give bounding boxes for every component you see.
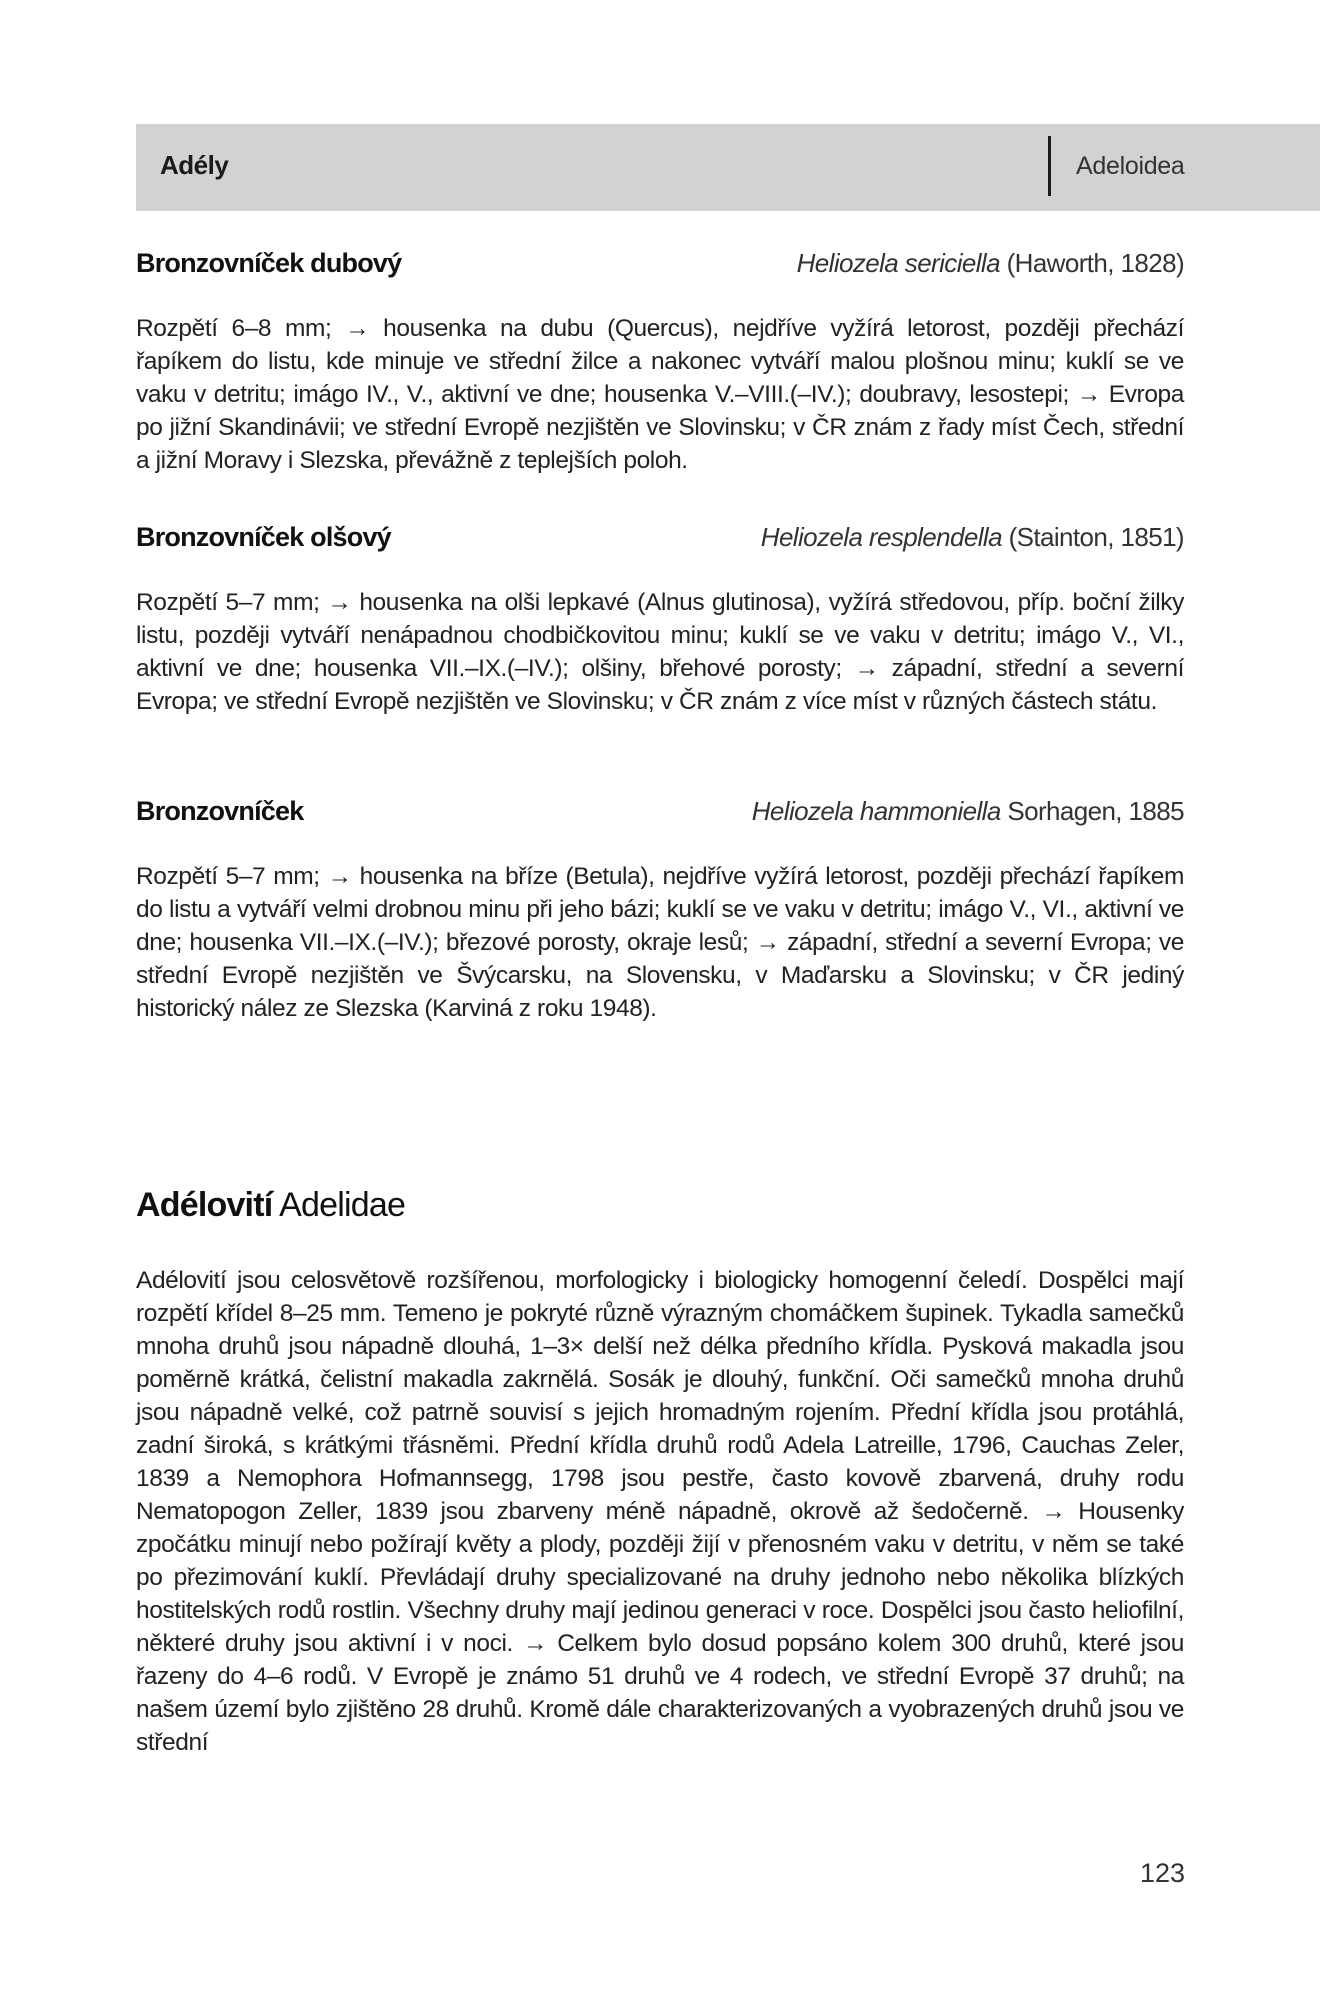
section-title-czech: Adélovití [136,1186,273,1224]
family-section [136,1186,1184,1759]
species-entry [136,248,1184,477]
species-scientific-name [761,522,1184,553]
header-divider [1048,136,1051,196]
running-header-right-title: Adeloidea [1076,152,1185,180]
species-description: Rozpětí 5–7 mm; → housenka na bříze (Betula), nejdříve vyžírá letorost, později přechází řapíkem do listu a vytváří velmi drobnou minu při jeho bázi; kuklí se ve vaku v detritu; imágo V., VI., aktivní ve dne; housenka VII.–IX.(–IV.); březové porosty, okraje lesů; → západní, střední a severní Evropa; ve střední Evropě nezjištěn ve Švýcarsku, na Slovensku, v Maďarsku a Slovinsku; v ČR jediný historický nález ze Slezska (Karviná z roku 1948). [136,863,1184,1022]
species-description: Rozpětí 5–7 mm; → housenka na olši lepkavé (Alnus glutinosa), vyžírá středovou, příp. boční žilky listu, později vytváří nenápadnou chodbičkovitou minu; kuklí se ve vaku v detritu; imágo V., VI., aktivní ve dne; housenka VII.–IX.(–IV.); olšiny, břehové porosty; → západní, střední a severní Evropa; ve střední Evropě nezjištěn ve Slovinsku; v ČR znám z více míst v různých částech státu. [136,589,1184,715]
species-entry-heading [136,796,1184,836]
section-description: Adélovití jsou celosvětově rozšířenou, morfologicky i biologicky homogenní čeledí. Dospělci mají rozpětí křídel 8–25 mm. Temeno je pokryté různě výrazným chomáčkem šupinek. Tykadla samečků mnoha druhů jsou nápadně dlouhá, 1–3× delší než délka předního křídla. Pysková makadla jsou poměrně krátká, čelistní makadla zakrnělá. Sosák je dlouhý, funkční. Oči samečků mnoha druhů jsou nápadně velké, což patrně souvisí s jejich hromadným rojením. Přední křídla jsou protáhlá, zadní široká, s krátkými třásněmi. Přední křídla druhů rodů Adela Latreille, 1796, Cauchas Zeler, 1839 a Nemophora Hofmannsegg, 1798 jsou pestře, často kovově zbarvená, druhy rodu Nematopogon Zeller, 1839 jsou zbarveny méně nápadně, okrově až šedočerně. → Housenky zpočátku minují nebo požírají květy a plody, později žijí v přenosném vaku v detritu, v něm se také po přezimování kuklí. Převládají druhy specializované na druhy jednoho nebo několika blízkých hostitelských rodů rostlin. Všechny druhy mají jedinou generaci v roce. Dospělci jsou často heliofilní, některé druhy jsou aktivní i v noci. → Celkem bylo dosud popsáno kolem 300 druhů, které jsou řazeny do 4–6 rodů. V Evropě je známo 51 druhů ve 4 rodech, ve střední Evropě 37 druhů; na našem území bylo zjištěno 28 druhů. Kromě dále charakterizovaných a vyobrazených druhů jsou ve střední [136,1267,1184,1756]
species-entry-heading [136,522,1184,562]
page-number: 123 [1140,1858,1186,1888]
species-entry-heading [136,248,1184,288]
species-latin-name: Heliozela resplendella [760,522,1002,552]
species-author: Sorhagen, 1885 [1007,796,1184,826]
species-author: (Stainton, 1851) [1008,522,1184,552]
section-title-latin: Adelidae [279,1186,406,1224]
species-scientific-name [797,248,1184,279]
species-scientific-name [752,796,1184,827]
species-author: (Haworth, 1828) [1006,248,1184,278]
section-title [136,1186,1184,1246]
species-description: Rozpětí 6–8 mm; → housenka na dubu (Quercus), nejdříve vyžírá letorost, později přechází řapíkem do listu, kde minuje ve střední žilce a nakonec vytváří malou plošnou minu; kuklí se ve vaku v detritu; imágo IV., V., aktivní ve dne; housenka V.–VIII.(–IV.); doubravy, lesostepi; → Evropa po jižní Skandinávii; ve střední Evropě nezjištěn ve Slovinsku; v ČR znám z řady míst Čech, střední a jižní Moravy i Slezska, převážně z teplejších poloh. [136,315,1184,474]
species-common-name: Bronzovníček dubový [136,248,402,278]
species-common-name: Bronzovníček olšový [136,522,391,552]
species-entry [136,522,1184,718]
species-latin-name: Heliozela sericiella [796,248,1000,278]
species-entry [136,796,1184,1025]
running-header [136,124,1320,211]
species-latin-name: Heliozela hammoniella [751,796,1001,826]
running-header-left-title: Adély [160,150,229,180]
species-common-name: Bronzovníček [136,796,304,826]
